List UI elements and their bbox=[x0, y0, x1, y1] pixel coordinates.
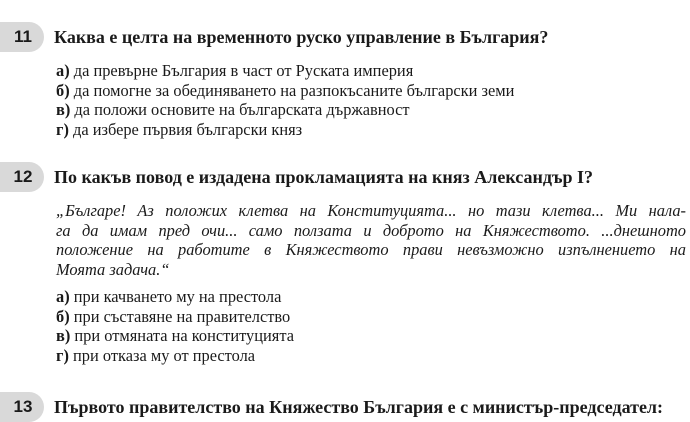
question-number-badge: 12 bbox=[0, 162, 44, 192]
question-number-badge: 13 bbox=[0, 392, 44, 422]
answer-text: при отказа му от престола bbox=[68, 345, 256, 365]
answer-option bbox=[56, 81, 514, 101]
answer-letter: а) bbox=[56, 61, 70, 80]
answer-text: при съставяне на правителство bbox=[69, 306, 291, 326]
question-text: Първото правителство на Княжество България е с министър-председател: bbox=[54, 396, 664, 417]
answer-option bbox=[56, 100, 514, 120]
question-12-answers bbox=[56, 287, 294, 365]
question-number-badge: 11 bbox=[0, 22, 44, 52]
question-13-header bbox=[0, 392, 663, 422]
answer-text: да помогне за обединяването на разпокъсаните български земи bbox=[69, 80, 515, 100]
answer-text: при отмяната на конституцията bbox=[70, 326, 294, 345]
answer-text: при качването му на престола bbox=[69, 287, 282, 306]
answer-text: да положи основите на българската държавност bbox=[70, 100, 410, 119]
answer-text: да избере първия български княз bbox=[68, 119, 303, 139]
answer-option bbox=[56, 307, 294, 327]
answer-letter: г) bbox=[56, 345, 69, 365]
question-11-header bbox=[0, 22, 548, 52]
answer-letter: б) bbox=[56, 80, 70, 100]
answer-letter: а) bbox=[56, 287, 70, 306]
question-text: Каква е целта на временното руско управление в България? bbox=[54, 26, 549, 47]
question-11-answers bbox=[56, 61, 514, 139]
answer-option bbox=[56, 287, 294, 307]
question-text: По какъв повод е издадена прокламацията на княз Александър I? bbox=[54, 166, 593, 187]
answer-option bbox=[56, 346, 294, 366]
question-12-header bbox=[0, 162, 593, 192]
quote-line: положение на работите в Княжеството прави невъзможно изпълнението на bbox=[56, 240, 686, 260]
answer-option bbox=[56, 120, 514, 140]
answer-letter: г) bbox=[56, 119, 69, 139]
quote-line: га да имам пред очи... само ползата и доброто на Княжеството. ...днешното bbox=[56, 220, 686, 240]
answer-letter: в) bbox=[56, 326, 71, 345]
answer-text: да превърне България в част от Руската империя bbox=[69, 61, 414, 80]
quote-line: „Българе! Аз положих клетва на Конституцията... но тази клетва... Ми нала- bbox=[56, 201, 686, 220]
answer-letter: б) bbox=[56, 306, 70, 326]
answer-option bbox=[56, 61, 514, 81]
answer-option bbox=[56, 326, 294, 346]
answer-letter: в) bbox=[56, 100, 71, 119]
proclamation-quote bbox=[56, 201, 686, 279]
quote-line: Моята задача.“ bbox=[56, 259, 170, 279]
